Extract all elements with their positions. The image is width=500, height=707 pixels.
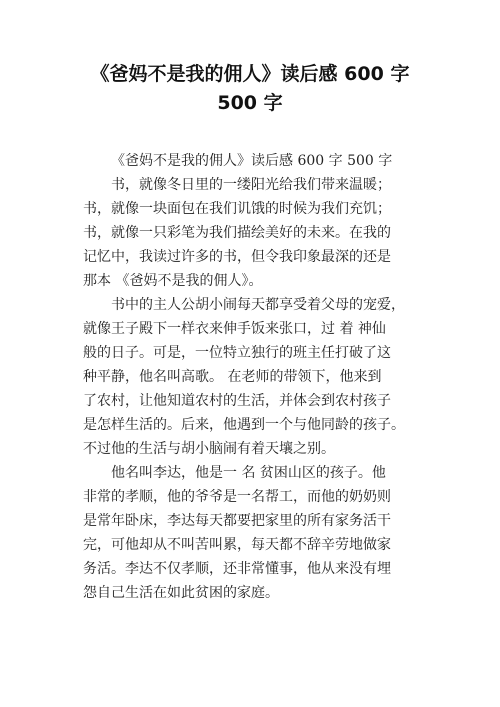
text-line: 书，就像一块面包在我们讥饿的时候为我们充饥； — [83, 201, 391, 217]
text-line: 他名叫李达，他是一 名 贫困山区的孩子。他 — [111, 465, 386, 481]
text-line: 书中的主人公胡小闹每天都享受着父母的宠爱， — [111, 297, 405, 313]
document-title — [60, 60, 440, 118]
text-line: 非常的孝顺，他的爷爷是一名帮工，而他的奶奶则 — [83, 489, 391, 505]
text-line: 般的日子。可是，一位特立独行的班主任打破了这 — [83, 345, 391, 361]
text-line: 怨自己生活在如此贫困的家庭。 — [83, 585, 279, 601]
text-line: 那本 《爸妈不是我的佣人》。 — [83, 273, 263, 289]
text-line: 完，可他却从不叫苦叫累，每天都不辞辛劳地做家 — [83, 537, 391, 553]
text-line: 种平静，他名叫高歌。 在老师的带领下，他来到 — [83, 369, 382, 385]
title-line-2: 500 字 — [217, 92, 283, 114]
text-line: 书，就像一只彩笔为我们描绘美好的未来。在我的 — [83, 225, 391, 241]
text-line: 就像王子殿下一样衣来伸手饭来张口，过 着 神仙 — [83, 321, 386, 337]
text-line: 是怎样生活的。后来，他遇到一个与他同龄的孩子。 — [83, 417, 405, 433]
text-line: 是常年卧床，李达每天都要把家里的所有家务活干 — [83, 513, 391, 529]
text-line: 务活。李达不仅孝顺，还非常懂事，他从来没有埋 — [83, 561, 391, 577]
title-line-1: 《爸妈不是我的佣人》读后感 600 字 — [90, 63, 410, 85]
text-line: 记忆中，我读过许多的书，但令我印象最深的还是 — [83, 249, 391, 265]
document-body — [83, 149, 433, 605]
text-line: 《爸妈不是我的佣人》读后感 600 字 500 字 — [111, 153, 393, 169]
text-line: 了农村，让他知道农村的生活，并体会到农村孩子 — [83, 393, 391, 409]
text-line: 不过他的生活与胡小脑闹有着天壤之别。 — [83, 441, 335, 457]
text-line: 书，就像冬日里的一缕阳光给我们带来温暖； — [111, 177, 391, 193]
